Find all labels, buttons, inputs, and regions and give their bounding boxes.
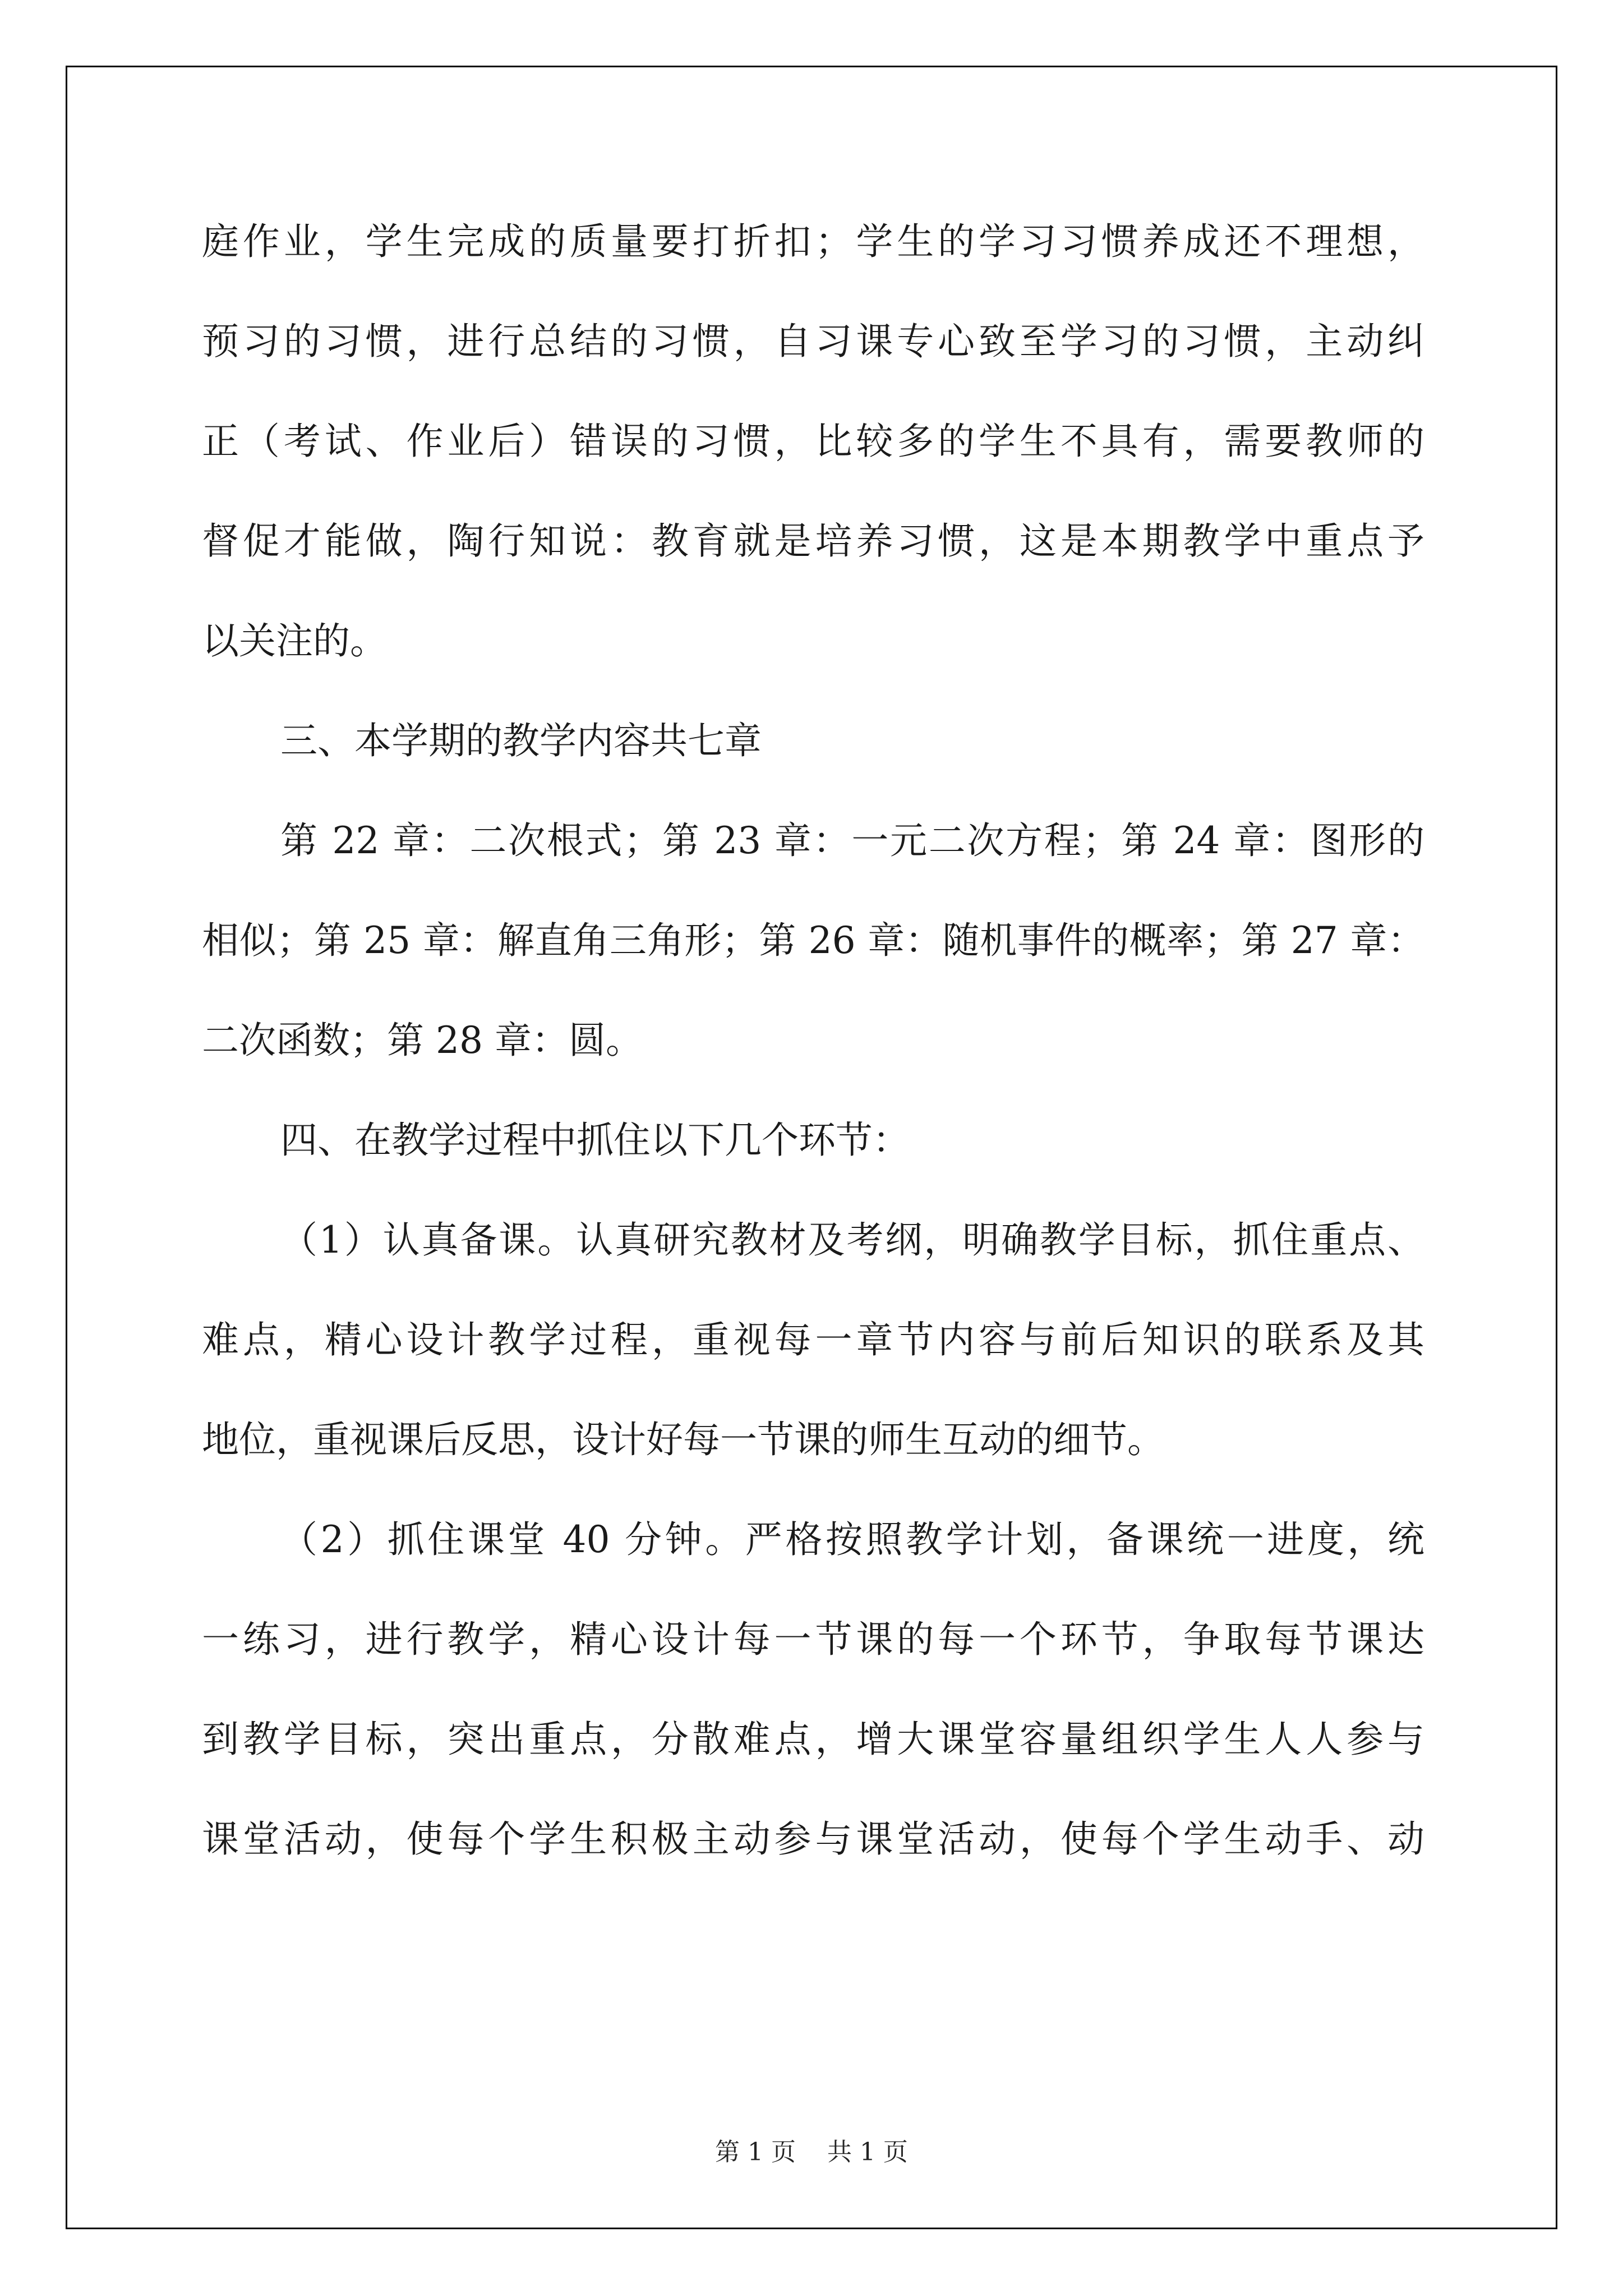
text-line: 到教学目标，突出重点，分散难点，增大课堂容量组织学生人人参与 — [202, 1718, 1424, 1761]
text-line: 四、在教学过程中抓住以下几个环节： — [280, 1119, 910, 1162]
text-line: 相似；第 25 章：解直角三角形；第 26 章：随机事件的概率；第 27 章： — [202, 919, 1424, 962]
text-line: 以关注的。 — [202, 619, 387, 662]
text-line: （2）抓住课堂 40 分钟。严格按照教学计划，备课统一进度，统 — [280, 1518, 1424, 1561]
text-line: 难点，精心设计教学过程，重视每一章节内容与前后知识的联系及其 — [202, 1318, 1424, 1361]
document-body — [202, 192, 1424, 1889]
text-line: 庭作业，学生完成的质量要打折扣；学生的学习习惯养成还不理想， — [202, 220, 1424, 263]
text-line: 一练习，进行教学，精心设计每一节课的每一个环节，争取每节课达 — [202, 1618, 1424, 1661]
text-line: 二次函数；第 28 章：圆。 — [202, 1019, 643, 1062]
text-line: （1）认真备课。认真研究教材及考纲，明确教学目标，抓住重点、 — [280, 1218, 1424, 1262]
text-line: 课堂活动，使每个学生积极主动参与课堂活动，使每个学生动手、动 — [202, 1818, 1424, 1861]
page-footer: 第 1 页 共 1 页 — [715, 2138, 908, 2166]
text-line: 正（考试、作业后）错误的习惯，比较多的学生不具有，需要教师的 — [202, 420, 1424, 463]
text-line: 预习的习惯，进行总结的习惯，自习课专心致至学习的习惯，主动纠 — [202, 320, 1424, 363]
text-line: 督促才能做，陶行知说：教育就是培养习惯，这是本期教学中重点予 — [202, 519, 1424, 563]
text-line: 第 22 章：二次根式；第 23 章：一元二次方程；第 24 章：图形的 — [280, 819, 1424, 862]
text-line: 三、本学期的教学内容共七章 — [280, 719, 762, 762]
text-line: 地位，重视课后反思，设计好每一节课的师生互动的细节。 — [202, 1418, 1164, 1461]
